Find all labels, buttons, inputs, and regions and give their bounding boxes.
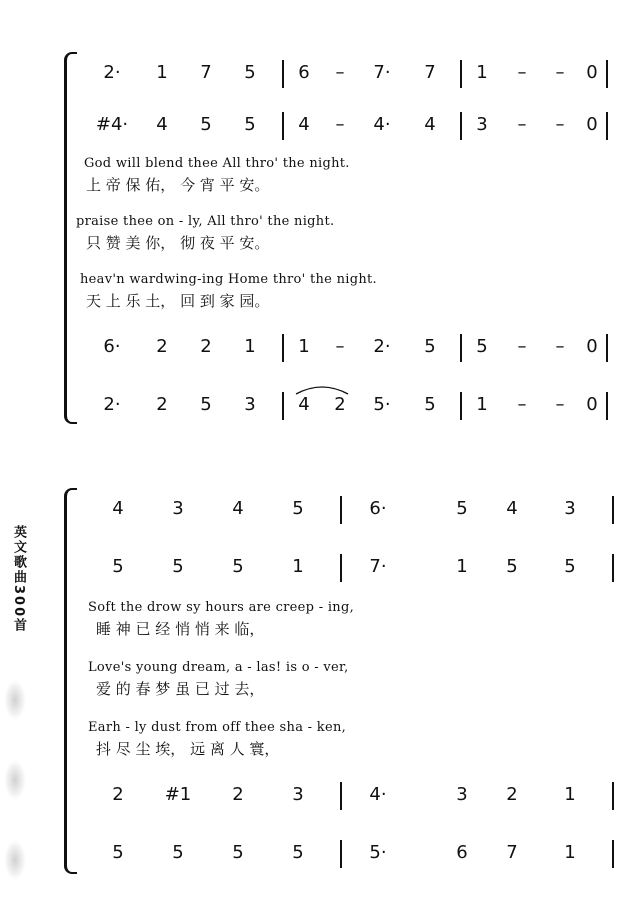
note: 5 — [244, 62, 256, 83]
barline — [606, 392, 608, 420]
note: 3 — [564, 498, 576, 519]
system-bracket — [64, 488, 77, 874]
note: 7· — [373, 62, 391, 83]
note: 3 — [172, 498, 184, 519]
note: – — [335, 62, 345, 83]
barline — [612, 782, 614, 810]
note: 0 — [586, 394, 598, 415]
note: – — [555, 336, 565, 357]
note: 6 — [298, 62, 310, 83]
note: 2 — [232, 784, 244, 805]
note: #1 — [164, 784, 192, 805]
barline — [460, 334, 462, 362]
note: 5 — [424, 336, 436, 357]
note: 4 — [298, 114, 310, 135]
note: 5 — [424, 394, 436, 415]
note: 5 — [232, 556, 244, 577]
barline — [612, 496, 614, 524]
lyric-english: Soft the drow sy hours are creep - ing, — [88, 600, 355, 615]
note: 5 — [456, 498, 468, 519]
book-title-vertical: 英文歌曲300首 — [11, 525, 26, 634]
note: – — [555, 62, 565, 83]
note: 1 — [456, 556, 468, 577]
note: – — [335, 114, 345, 135]
note: 4 — [424, 114, 436, 135]
lyric-english: heav'n wardwing-ing Home thro' the night. — [80, 272, 377, 287]
note: 5 — [244, 114, 256, 135]
note: – — [517, 114, 527, 135]
note: 5 — [112, 842, 124, 863]
note: 5 — [112, 556, 124, 577]
note: 5 — [232, 842, 244, 863]
note: – — [335, 336, 345, 357]
note: 5 — [564, 556, 576, 577]
note: 5 — [292, 498, 304, 519]
tie-arc — [292, 382, 352, 396]
note: 6· — [103, 336, 121, 357]
note: 3 — [244, 394, 256, 415]
s1-part3 — [0, 332, 640, 362]
note: 1 — [298, 336, 310, 357]
lyric-chinese: 上 帝 保 佑， 今 宵 平 安。 — [86, 176, 270, 194]
s1-part4 — [0, 390, 640, 420]
lyric-chinese: 只 赞 美 你， 彻 夜 平 安。 — [86, 234, 270, 252]
system-bracket — [64, 52, 77, 424]
note: 5· — [373, 394, 391, 415]
note: 1 — [244, 336, 256, 357]
note: – — [517, 394, 527, 415]
note: 5 — [200, 394, 212, 415]
note: 7· — [369, 556, 387, 577]
note: 7 — [200, 62, 212, 83]
note: 6 — [456, 842, 468, 863]
barline — [612, 554, 614, 582]
barline — [460, 112, 462, 140]
s2-part2 — [0, 552, 640, 582]
lyric-chinese: 天 上 乐 土， 回 到 家 园。 — [86, 292, 270, 310]
note: 4 — [112, 498, 124, 519]
note: 1 — [292, 556, 304, 577]
note: 4 — [506, 498, 518, 519]
note: 4 — [298, 394, 310, 415]
note: 2 — [156, 394, 168, 415]
note: #4· — [95, 114, 129, 135]
note: 2· — [103, 62, 121, 83]
note: 4 — [156, 114, 168, 135]
lyric-english: Love's young dream, a - las! is o - ver, — [88, 660, 349, 675]
s2-part1 — [0, 494, 640, 524]
note: 1 — [564, 842, 576, 863]
barline — [460, 392, 462, 420]
note: 7 — [506, 842, 518, 863]
barline — [340, 840, 342, 868]
s1-part2 — [0, 110, 640, 140]
note: – — [517, 62, 527, 83]
note: 5 — [172, 842, 184, 863]
lyric-chinese: 爱 的 春 梦 虽 已 过 去， — [96, 680, 265, 698]
note: 0 — [586, 62, 598, 83]
note: 5 — [506, 556, 518, 577]
note: 6· — [369, 498, 387, 519]
note: 0 — [586, 336, 598, 357]
barline — [460, 60, 462, 88]
barline — [606, 334, 608, 362]
note: 3 — [476, 114, 488, 135]
note: 2 — [200, 336, 212, 357]
barline — [612, 840, 614, 868]
note: 5· — [369, 842, 387, 863]
note: 7 — [424, 62, 436, 83]
note: 2 — [506, 784, 518, 805]
lyric-english: God will blend thee All thro' the night. — [84, 156, 350, 171]
note: 1 — [564, 784, 576, 805]
note: 2· — [373, 336, 391, 357]
barline — [282, 334, 284, 362]
note: 5 — [172, 556, 184, 577]
note: – — [555, 394, 565, 415]
note: 5 — [200, 114, 212, 135]
barline — [282, 392, 284, 420]
note: 5 — [476, 336, 488, 357]
note: 4· — [369, 784, 387, 805]
note: 3 — [292, 784, 304, 805]
note: 4 — [232, 498, 244, 519]
s1-part1 — [0, 58, 640, 88]
lyric-chinese: 抖 尽 尘 埃， 远 离 人 寰， — [96, 740, 280, 758]
scan-smudge — [4, 680, 26, 720]
barline — [282, 112, 284, 140]
barline — [606, 60, 608, 88]
barline — [340, 554, 342, 582]
note: 1 — [476, 394, 488, 415]
note: 2 — [156, 336, 168, 357]
note: 3 — [456, 784, 468, 805]
lyric-english: Earh - ly dust from off thee sha - ken, — [88, 720, 347, 735]
note: – — [517, 336, 527, 357]
lyric-chinese: 睡 神 已 经 悄 悄 来 临， — [96, 620, 265, 638]
note: 4· — [373, 114, 391, 135]
barline — [606, 112, 608, 140]
s2-part3 — [0, 780, 640, 810]
barline — [340, 496, 342, 524]
note: 1 — [476, 62, 488, 83]
barline — [282, 60, 284, 88]
s2-part4 — [0, 838, 640, 868]
note: 2· — [103, 394, 121, 415]
note: – — [555, 114, 565, 135]
barline — [340, 782, 342, 810]
note: 1 — [156, 62, 168, 83]
note: 2 — [334, 394, 346, 415]
note: 2 — [112, 784, 124, 805]
note: 5 — [292, 842, 304, 863]
note: 0 — [586, 114, 598, 135]
lyric-english: praise thee on - ly, All thro' the night. — [76, 214, 335, 229]
